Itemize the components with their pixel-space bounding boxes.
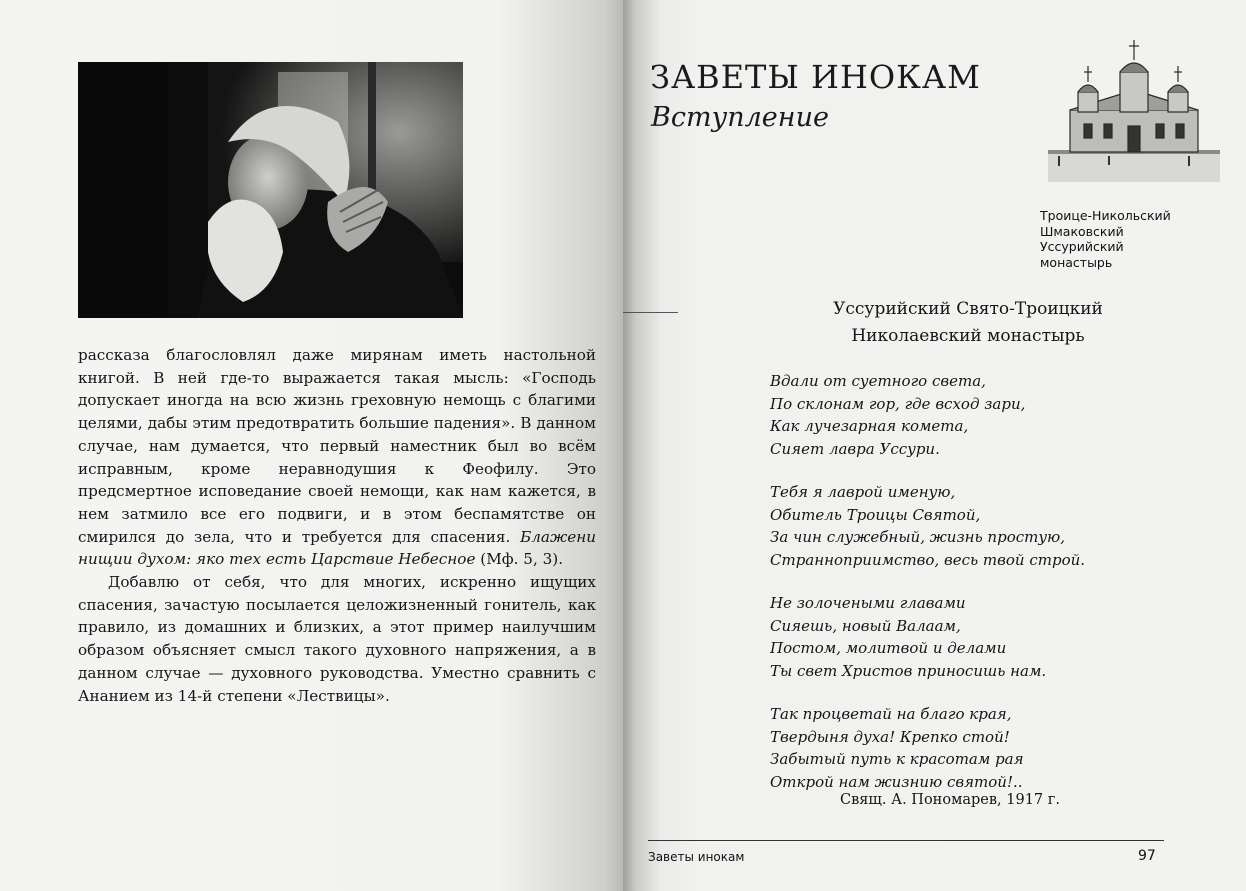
poem-stanza-1 — [770, 370, 1025, 460]
poem-line: Сияешь, новый Валаам, — [770, 616, 961, 635]
chapter-subtitle: Вступление — [651, 102, 829, 133]
poem-line: Ты свет Христов приносишь нам. — [770, 661, 1047, 680]
poem-title-line-1: Уссурийский Свято-Троицкий — [833, 299, 1103, 319]
running-footer-title: Заветы инокам — [648, 850, 745, 864]
poem-stanza-3 — [770, 592, 1046, 682]
church-illustration-icon — [1048, 32, 1220, 182]
elder-portrait-image — [78, 62, 463, 318]
poem-line: Тебя я лаврой именую, — [770, 483, 956, 501]
poem-line: Не золочеными главами — [770, 594, 966, 612]
paragraph-1-scripture-quote: Блажени нищии духом: яко тех есть Царствие Небесное — [78, 527, 596, 569]
photo-caption: Троице-Никольский Шмаковский Уссурийский монастырь — [1040, 208, 1171, 270]
poem-line: Обитель Троицы Святой, — [770, 505, 981, 524]
paragraph-1 — [78, 344, 596, 571]
body-text — [78, 344, 596, 707]
poem-stanza-2 — [770, 481, 1085, 571]
paragraph-1-part-3: (Мф. 5, 3). — [475, 550, 564, 569]
poem-line: Открой нам жизнию святой!.. — [770, 772, 1023, 791]
paragraph-2-text: Добавлю от себя, что для многих, искренно ищущих спасения, зачастую посылается целожизненный гонитель, как правило, из домашних и близких, а этот пример наилучшим образом объясняет смысл такого духовного напряжения, а в данном случае — духовного руководства. Уместно сравнить с Ананием из 14-й степени «Лествицы». — [78, 573, 596, 705]
page-number: 97 — [1138, 848, 1156, 864]
poem-title-line-2: Николаевский монастырь — [851, 326, 1085, 346]
bleed-through-text — [560, 60, 568, 105]
poem-line: По склонам гор, где всход зари, — [770, 394, 1026, 413]
monastery-drawing — [1048, 32, 1220, 182]
poem-line: Постом, молитвой и делами — [770, 639, 1007, 657]
poem-line: Сияет лавра Уссури. — [770, 439, 940, 458]
poem-line: Странноприимство, весь твой строй. — [770, 550, 1086, 569]
chapter-title: ЗАВЕТЫ ИНОКАМ — [650, 58, 981, 96]
poem-stanza-4 — [770, 703, 1024, 793]
footer-rule — [648, 840, 1164, 841]
poem-line: Забытый путь к красотам рая — [770, 750, 1024, 768]
poem-line: За чин служебный, жизнь простую, — [770, 528, 1066, 546]
poem-title — [698, 296, 1238, 350]
poem-signature: Свящ. А. Пономарев, 1917 г. — [840, 792, 1060, 808]
poem-line: Твердыня духа! Крепко стой! — [770, 727, 1010, 746]
poem-line: Так процветай на благо края, — [770, 705, 1012, 723]
elder-portrait-photo — [78, 62, 463, 318]
poem-line: Как лучезарная комета, — [770, 417, 969, 435]
divider-line — [623, 312, 678, 313]
paragraph-1-part-1: рассказа благословлял даже мирянам иметь настольной книгой. В ней где-то выражается такая мысль: «Господь допускает иногда на всю жизнь греховную немощь с благими целями, дабы этим предотвратить большие падения». В данном случае, нам думается, что первый наместник был во всём исправным, кроме неравнодушия к Феофилу. Это предсмертное исповедание своей немощи, как нам кажется, в нем затмило все его подвиги, и в этом беспамятстве он смирился до зела, что и требуется для спасения. — [78, 346, 596, 546]
paragraph-2 — [78, 571, 596, 707]
poem-line: Вдали от суетного света, — [770, 372, 986, 390]
